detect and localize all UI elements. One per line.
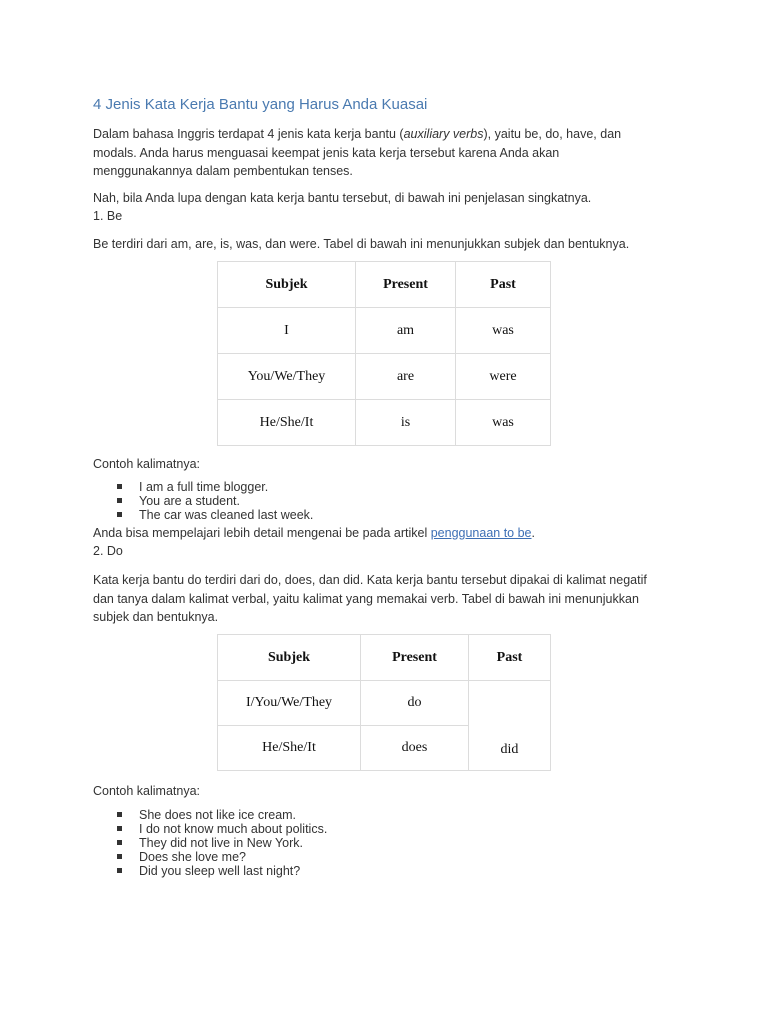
table-header-cell: Subjek [218,262,356,308]
intro-italic-term: auxiliary verbs [403,127,484,141]
table-row [218,354,551,400]
table-row [218,400,551,446]
table-cell: I [218,308,356,354]
table-cell-merged: did [469,681,551,771]
list-item: She does not like ice cream. [93,808,327,822]
table-cell: He/She/It [218,400,356,446]
table-header-cell: Past [469,635,551,681]
table-cell: do [361,681,469,726]
table-cell: He/She/It [218,726,361,771]
list-item: You are a student. [93,494,313,508]
table-cell: am [356,308,456,354]
table-header-cell: Present [356,262,456,308]
intro-paragraph [93,125,621,181]
be-note [93,524,535,543]
do-examples-list [93,808,327,878]
note-text: . [531,526,535,540]
section-be-description: Be terdiri dari am, are, is, was, dan were. Tabel di bawah ini menunjukkan subjek dan bentuknya. [93,237,630,251]
do-desc-line-3: subjek dan bentuknya. [93,610,219,624]
intro-text: ), yaitu be, do, have, dan [483,127,622,141]
table-cell: I/You/We/They [218,681,361,726]
section-heading-do: 2. Do [93,544,123,558]
list-item: Does she love me? [93,850,327,864]
examples-label: Contoh kalimatnya: [93,784,201,798]
examples-label: Contoh kalimatnya: [93,457,201,471]
be-examples-list [93,480,313,522]
page-title: 4 Jenis Kata Kerja Bantu yang Harus Anda Kuasai [93,96,428,113]
table-header-cell: Present [361,635,469,681]
table-header-cell: Subjek [218,635,361,681]
table-row [218,681,551,726]
section-do-description [93,571,647,627]
penggunaan-to-be-link[interactable]: penggunaan to be [430,526,532,540]
note-text: Anda bisa mempelajari lebih detail mengenai be pada artikel [93,526,431,540]
table-cell: was [456,308,551,354]
list-item: The car was cleaned last week. [93,508,313,522]
table-cell: does [361,726,469,771]
intro-text: Dalam bahasa Inggris terdapat 4 jenis kata kerja bantu ( [93,127,404,141]
section-heading-be: 1. Be [93,209,123,223]
intro-line-3: menggunakannya dalam pembentukan tenses. [93,164,353,178]
table-cell: are [356,354,456,400]
do-desc-line-1: Kata kerja bantu do terdiri dari do, does, dan did. Kata kerja bantu tersebut dipakai di kalimat negatif [93,573,647,587]
table-cell: You/We/They [218,354,356,400]
table-header-row [218,262,551,308]
table-cell: is [356,400,456,446]
intro-line-1 [93,125,621,144]
table-cell: was [456,400,551,446]
intro-paragraph-2: Nah, bila Anda lupa dengan kata kerja bantu tersebut, di bawah ini penjelasan singkatnya. [93,191,592,205]
table-header-row [218,635,551,681]
list-item: Did you sleep well last night? [93,864,327,878]
list-item: They did not live in New York. [93,836,327,850]
table-header-cell: Past [456,262,551,308]
list-item: I am a full time blogger. [93,480,313,494]
list-item: I do not know much about politics. [93,822,327,836]
do-table [217,634,551,771]
be-table [217,261,551,446]
table-row [218,308,551,354]
table-cell: were [456,354,551,400]
intro-line-2: modals. Anda harus menguasai keempat jenis kata kerja tersebut karena Anda akan [93,145,560,160]
do-desc-line-2: dan tanya dalam kalimat verbal, yaitu kalimat yang memakai verb. Tabel di bawah ini menunjukkan [93,591,639,606]
